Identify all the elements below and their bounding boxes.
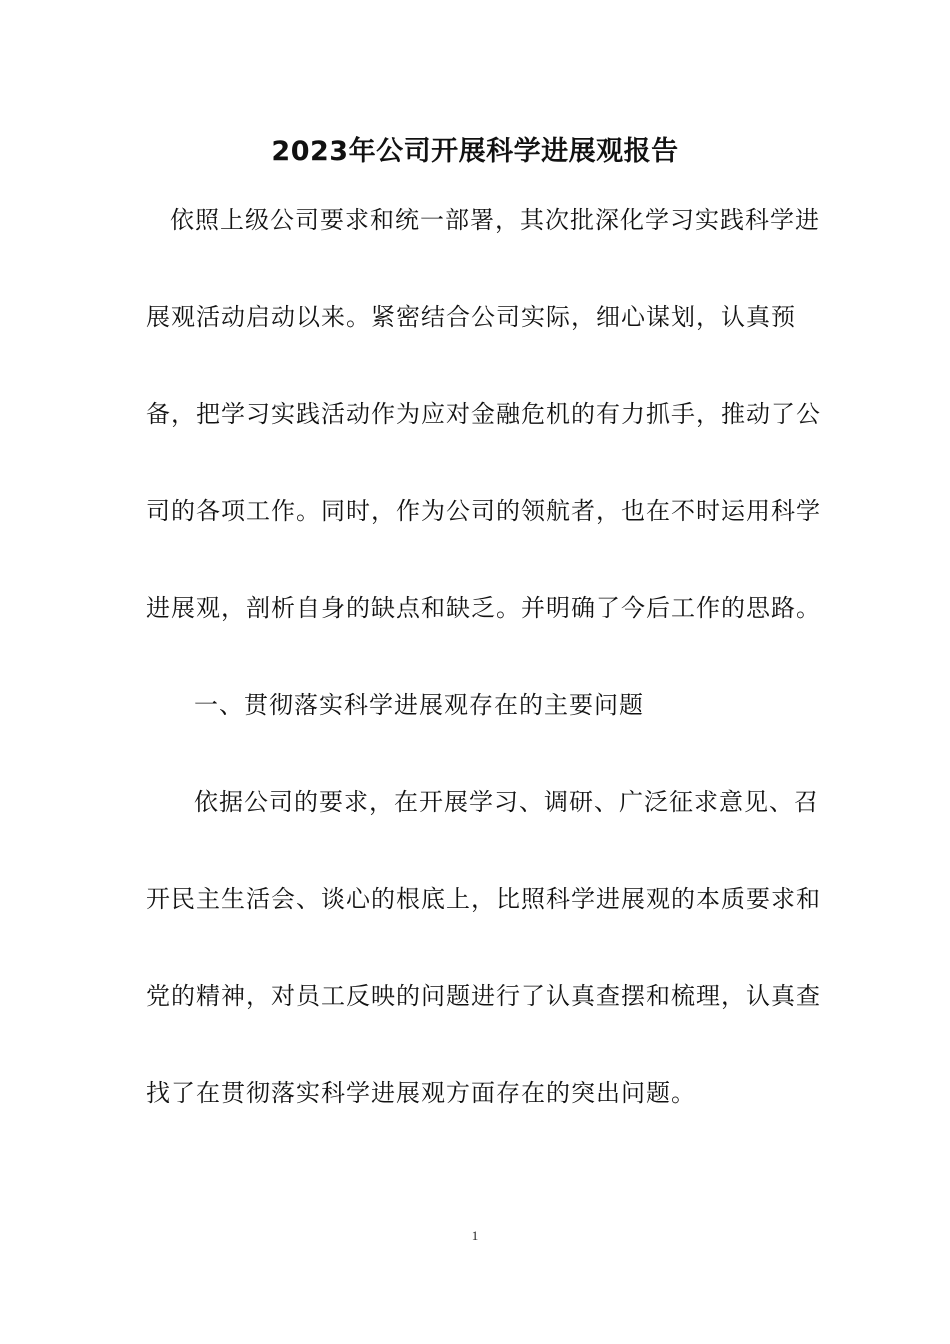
- section-heading: 一、贯彻落实科学进展观存在的主要问题: [194, 691, 644, 719]
- paragraph-line: 找了在贯彻落实科学进展观方面存在的突出问题。: [146, 1079, 696, 1107]
- paragraph-line: 开民主生活会、谈心的根底上，比照科学进展观的本质要求和: [146, 885, 821, 913]
- document-body: [146, 172, 821, 1142]
- paragraph-line: 司的各项工作。同时，作为公司的领航者，也在不时运用科学: [146, 497, 821, 525]
- paragraph-line: 依照上级公司要求和统一部署，其次批深化学习实践科学进: [170, 206, 820, 234]
- paragraph-line: 备，把学习实践活动作为应对金融危机的有力抓手，推动了公: [146, 400, 821, 428]
- paragraph-line: 党的精神，对员工反映的问题进行了认真查摆和梳理，认真查: [146, 982, 821, 1010]
- paragraph-line: 进展观，剖析自身的缺点和缺乏。并明确了今后工作的思路。: [146, 594, 821, 622]
- page-number: 1: [471, 1228, 479, 1243]
- document-title: 2023年公司开展科学进展观报告: [271, 136, 679, 167]
- paragraph-line: 展观活动启动以来。紧密结合公司实际，细心谋划，认真预: [146, 303, 796, 331]
- paragraph-line: 依据公司的要求，在开展学习、调研、广泛征求意见、召: [194, 788, 819, 816]
